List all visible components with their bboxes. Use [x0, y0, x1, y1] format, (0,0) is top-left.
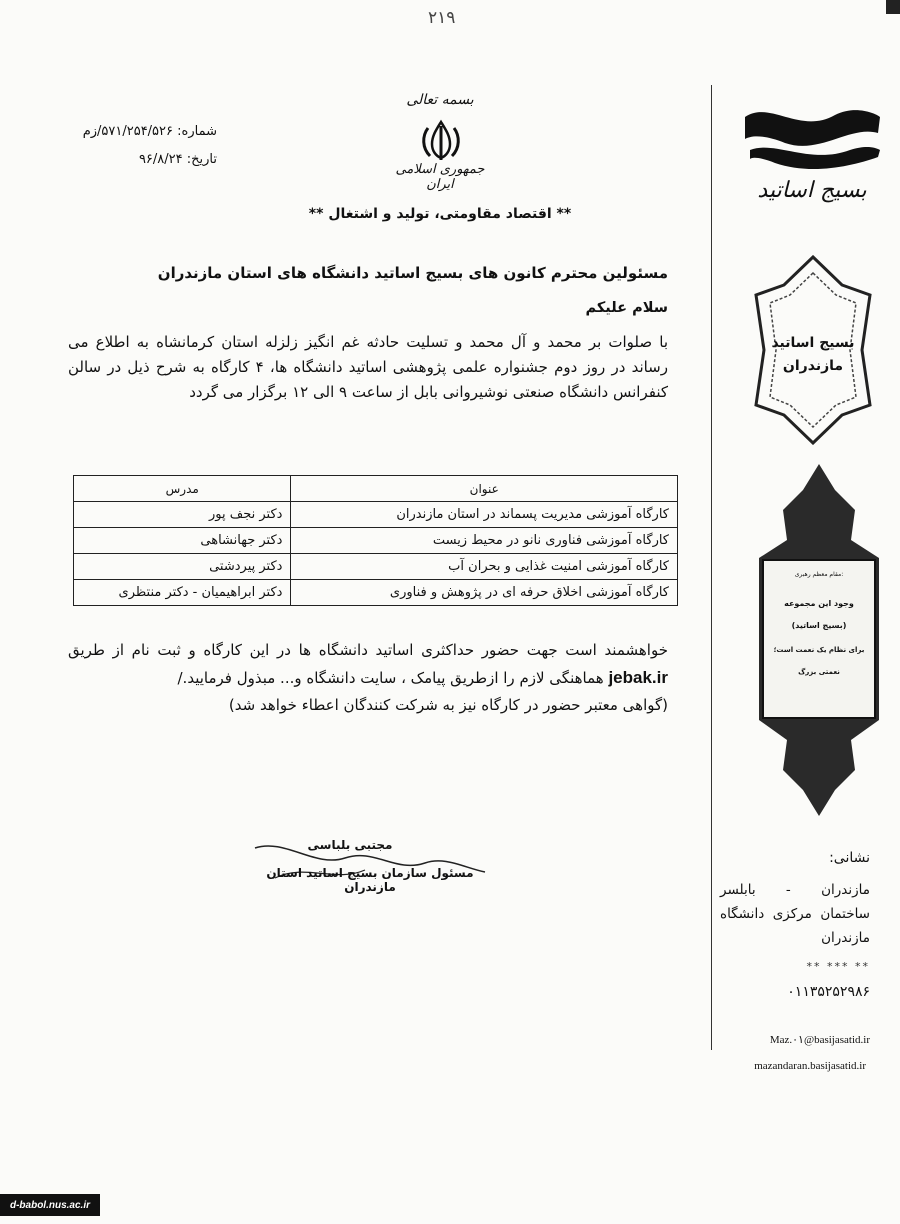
table-header-row — [74, 476, 678, 502]
date-value: ۹۶/۸/۲۴ — [138, 152, 183, 167]
closing-text-2: هماهنگی لازم را ازطریق پیامک ، سایت دانشگاه و... مبذول فرمایید./ — [177, 669, 604, 687]
sidebar-divider — [711, 85, 712, 1050]
table-row — [74, 528, 678, 554]
phone-number: ۰۱۱۳۵۲۵۲۹۸۶ — [787, 984, 870, 1000]
address-label: نشانی: — [829, 850, 870, 866]
number-label: شماره: — [177, 124, 217, 139]
column-header-title: عنوان — [291, 476, 678, 502]
letter-number — [83, 124, 217, 139]
scan-corner-mark — [886, 0, 900, 14]
leader-quote-plaque — [755, 460, 883, 820]
date-label: تاریخ: — [186, 152, 217, 167]
badge-line-1: بسیج اساتید — [771, 335, 855, 351]
workshop-table — [73, 475, 678, 606]
email-address[interactable]: Maz.۰۱@basijasatid.ir — [769, 1034, 870, 1046]
address-text: مازندران - بابلسر ساختمان مرکزی دانشگاه مازندران — [720, 882, 870, 946]
table-row — [74, 502, 678, 528]
letter-date — [139, 152, 217, 167]
plaque-attribution: مقام معظم رهبری: — [794, 571, 844, 578]
workshop-title: کارگاه آموزشی مدیریت پسماند در استان مازندران — [291, 502, 678, 528]
slogan: ** اقتصاد مقاومتی، تولید و اشتغال ** — [308, 206, 572, 222]
workshop-title: کارگاه آموزشی اخلاق حرفه ای در پژوهش و فناوری — [291, 580, 678, 606]
column-header-instructor: مدرس — [74, 476, 291, 502]
republic-heading: جمهوری اسلامی ایران — [395, 162, 485, 192]
source-watermark: d-babol.nus.ac.ir — [0, 1194, 100, 1216]
certificate-note: (گواهی معتبر حضور در کارگاه نیز به شرکت کنندگان اعطاء خواهد شد) — [228, 696, 668, 714]
closing-text-1: خواهشمند است جهت حضور حداکثری اساتید دانشگاه ها در این کارگاه و ثبت نام از طریق — [68, 641, 668, 659]
workshop-title: کارگاه آموزشی امنیت غذایی و بحران آب — [291, 554, 678, 580]
website-address[interactable]: mazandaran.basijasatid.ir — [754, 1060, 866, 1072]
workshop-title: کارگاه آموزشی فناوری نانو در محیط زیست — [291, 528, 678, 554]
page-number: ۲۱۹ — [428, 8, 456, 28]
greeting: سلام علیکم — [585, 300, 668, 316]
badge-line-2: مازندران — [782, 358, 844, 374]
number-value: ۵۷۱/۲۵۴/۵۲۶/زم — [82, 124, 174, 139]
workshop-instructor: دکتر پیردشتی — [74, 554, 291, 580]
letter-body: با صلوات بر محمد و آل محمد و تسلیت حادثه غم انگیز زلزله استان کرمانشاه به اطلاع می رساند در روز دوم جشنواره علمی پژوهشی اساتید دانشگاه ها، ۴ کارگاه به شرح ذیل در سالن کنفرانس دانشگاه صنعتی نوشیروانی بابل از ساعت ۹ الی ۱۲ برگزار می گردد — [68, 333, 668, 401]
iran-emblem-icon — [418, 118, 464, 162]
logo-text: بسیج اساتید — [757, 178, 867, 203]
basij-mazandaran-badge — [752, 255, 874, 445]
plaque-line-4: نعمتی بزرگ — [798, 668, 840, 676]
workshop-instructor: دکتر جهانشاهی — [74, 528, 291, 554]
table-row — [74, 580, 678, 606]
signer-name: مجتبی بلباسی — [307, 838, 393, 852]
signer-title: مسئول سازمان بسیج اساتید استان مازندران — [266, 866, 474, 894]
workshop-instructor: دکتر ابراهیمیان - دکتر منتظری — [74, 580, 291, 606]
workshop-instructor: دکتر نجف پور — [74, 502, 291, 528]
plaque-line-1: وجود این مجموعه — [784, 599, 854, 608]
registration-link[interactable]: jebak.ir — [608, 668, 668, 687]
table-row — [74, 554, 678, 580]
closing-paragraph — [68, 637, 668, 719]
addressee: مسئولین محترم کانون های بسیج اساتید دانشگاه های استان مازندران — [157, 264, 668, 282]
bismillah-heading: بسمه تعالی — [406, 92, 474, 108]
plaque-line-3: برای نظام یک نعمت است؛ — [773, 646, 865, 654]
plaque-line-2: (بسیج اساتید) — [791, 621, 847, 630]
address-stars: ** *** ** — [806, 960, 870, 973]
basij-asatid-logo-icon — [740, 95, 885, 215]
